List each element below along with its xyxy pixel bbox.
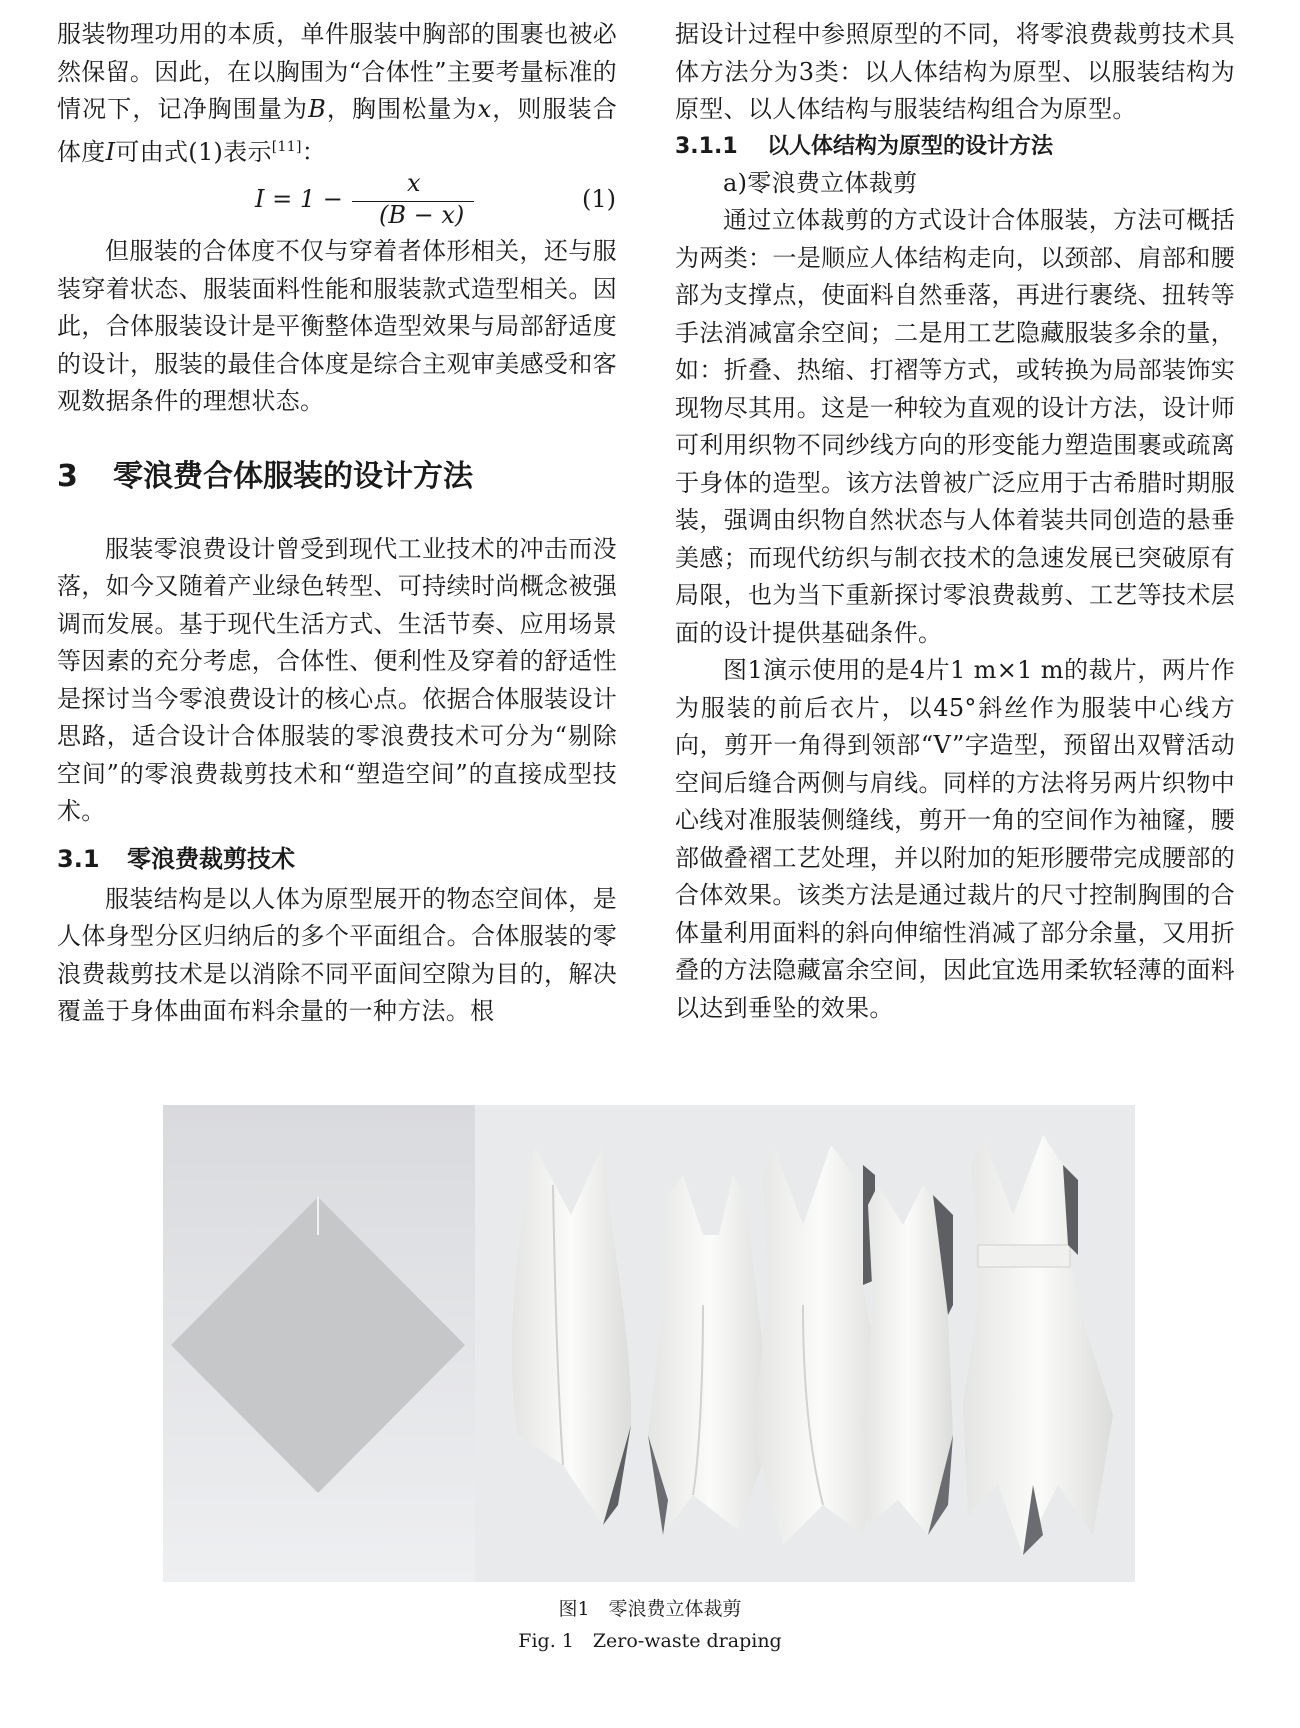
section-heading-3-1-1: 3.1.1 以人体结构为原型的设计方法 [675,133,1054,159]
caption-chinese: 图1 零浪费立体裁剪 [558,1598,742,1620]
citation: [11] [271,138,302,155]
left-column [57,16,617,1031]
right-column [675,16,1235,1027]
section-heading-3-1: 3.1 零浪费裁剪技术 [57,844,295,873]
paragraph-draping-method: 通过立体裁剪的方式设计合体服装，方法可概括为两类：一是顺应人体结构走向，以颈部、肩部和腰部为支撑点，使面料自然垂落，再进行裹绕、扭转等手法消减富余空间；二是用工艺隐藏服装多余的量，如：折叠、热缩、打褶等方式，或转换为局部装饰实现物尽其用。这是一种较为直观的设计方法，设计师可利用织物不同纱线方向的形变能力塑造围裹或疏离于身体的造型。该方法曾被广泛应用于古希腊时期服装，强调由织物自然状态与人体着装共同创造的悬垂美感；而现代纺织与制衣技术的急速发展已突破原有局限，也为当下重新探讨零浪费裁剪、工艺等技术层面的设计提供基础条件。 [675,206,1235,647]
paragraph-cutting-technique: 服装结构是以人体为原型展开的物态空间体，是人体身型分区归纳后的多个平面组合。合体服装的零浪费裁剪技术是以消除不同平面间空隙为目的，解决覆盖于身体曲面布料余量的一种方法。根 [57,884,617,1025]
paragraph-fit-balance: 但服装的合体度不仅与穿着者体形相关，还与服装穿着状态、服装面料性能和服装款式造型相关。因此，合体服装设计是平衡整体造型效果与局部舒适度的设计，服装的最佳合体度是综合主观审美感受和客观数据条件的理想状态。 [57,237,617,415]
caption-english: Fig. 1 Zero-waste draping [518,1630,782,1652]
section-heading-3: 3 零浪费合体服装的设计方法 [57,458,473,494]
figure-zero-waste-draping [163,1105,1135,1582]
paragraph-figure-description: 图1演示使用的是4片1 m×1 m的裁片，两片作为服装的前后衣片，以45°斜丝作为服装中心线方向，剪开一角得到领部“V”字造型，预留出双臂活动空间后缝合两侧与肩线。同样的方法将另两片织物中心线对准服装侧缝线，剪开一角的空间作为袖窿，腰部做叠褶工艺处理，并以附加的矩形腰带完成腰部的合体效果。该类方法是通过裁片的尺寸控制胸围的合体量利用面料的斜向伸缩性消减了部分余量，又用折叠的方法隐藏富余空间，因此宜选用柔软轻薄的面料以达到垂坠的效果。 [675,656,1235,1022]
formula-1 [57,171,617,233]
formula-number: (1) [582,185,616,213]
paragraph-fit-intro: 服装物理功用的本质，单件服装中胸部的围裹也被必然保留。因此，在以胸围为“合体性”主要考量标准的情况下，记净胸围量为B，胸围松量为x，则服装合体度I可由式(1)表示[11]： [57,20,617,166]
waist-belt [978,1245,1070,1267]
dress-side-view [863,1185,953,1535]
formula-denominator: (B − x) [379,201,465,229]
figure-caption [0,1593,1300,1657]
formula-lhs: I = 1 − [255,185,343,213]
formula-numerator: x [407,169,421,197]
paragraph-three-types: 据设计过程中参照原型的不同，将零浪费裁剪技术具体方法分为3类：以人体结构为原型、以服装结构为原型、以人体结构与服装结构组合为原型。 [675,20,1235,123]
subheading-draping: a)零浪费立体裁剪 [723,168,918,197]
paragraph-zero-waste-design: 服装零浪费设计曾受到现代工业技术的冲击而没落，如今又随着产业绿色转型、可持续时尚概念被强调而发展。基于现代生活方式、生活节奏、应用场景等因素的充分考虑，合体性、便利性及穿着的舒适性是探讨当今零浪费设计的核心点。依据合体服装设计思路，适合设计合体服装的零浪费技术可分为“剔除空间”的零浪费裁剪技术和“塑造空间”的直接成型技术。 [57,534,617,825]
figure-illustration [163,1105,1135,1582]
